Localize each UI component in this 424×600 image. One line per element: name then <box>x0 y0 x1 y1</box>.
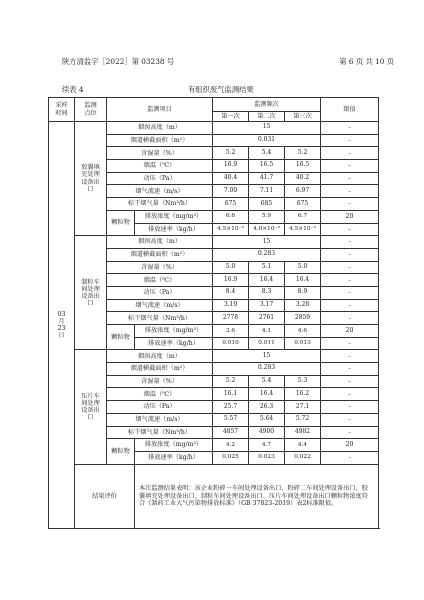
limit-cell: 20 <box>321 325 379 338</box>
table-row <box>49 350 379 363</box>
table-row <box>49 122 379 135</box>
value-cell: 16.4 <box>285 274 321 287</box>
merged-value-cell: 0.283 <box>213 363 321 376</box>
item-name-cell: 烟道横截面积（m²） <box>107 248 213 261</box>
evaluation-row <box>49 464 379 528</box>
col-header-point <box>75 98 107 122</box>
value-cell: 5.1 <box>249 261 285 274</box>
value-cell: 16.4 <box>249 388 285 401</box>
merged-value-cell: 0.283 <box>213 248 321 261</box>
value-cell: 40.4 <box>213 172 249 185</box>
value-cell: 16.5 <box>249 160 285 173</box>
limit-cell: - <box>321 350 379 363</box>
page-number: 第 6 页 共 10 页 <box>339 57 394 66</box>
limit-cell: - <box>321 274 379 287</box>
value-cell: 5.0 <box>285 261 321 274</box>
value-cell: 4.1 <box>249 325 285 338</box>
value-cell: 0.011 <box>249 337 285 350</box>
item-name-cell: 排放速率（kg/h） <box>135 337 213 350</box>
value-cell: 5.2 <box>213 147 249 160</box>
limit-cell: - <box>321 223 379 236</box>
value-cell: 675 <box>213 198 249 211</box>
value-cell: 41.7 <box>249 172 285 185</box>
value-cell: 6.97 <box>285 185 321 198</box>
document-number: 陕方清监字［2022］第 03238 号 <box>62 57 175 66</box>
value-cell: 0.010 <box>213 337 249 350</box>
limit-cell: 20 <box>321 210 379 223</box>
item-name-cell: 排放浓度（mg/m³） <box>135 325 213 338</box>
monitoring-point-cell: 制粒车 间处理 设备出 口 <box>75 236 107 350</box>
value-cell: 3.17 <box>249 299 285 312</box>
value-cell: 0.025 <box>213 451 249 464</box>
item-name-cell: 烟囱高度（m） <box>107 236 213 249</box>
limit-cell: - <box>321 451 379 464</box>
table-title: 有组织废气监测结果 <box>188 85 254 94</box>
value-cell: 16.9 <box>213 274 249 287</box>
value-cell: 26.3 <box>249 401 285 414</box>
item-name-cell: 烟道横截面积（m²） <box>107 363 213 376</box>
limit-cell: - <box>321 160 379 173</box>
value-cell: 5.72 <box>285 413 321 426</box>
value-cell: 3.28 <box>285 299 321 312</box>
limit-cell: - <box>321 363 379 376</box>
limit-cell: - <box>321 413 379 426</box>
particulate-label-cell: 颗粒物 <box>107 439 135 464</box>
value-cell: 0.023 <box>249 451 285 464</box>
limit-cell: - <box>321 388 379 401</box>
table-continued-label: 续表 4 <box>62 85 84 94</box>
col-header-result: 监测频次 <box>213 98 321 112</box>
value-cell: 5.2 <box>285 147 321 160</box>
item-name-cell: 排放速率（kg/h） <box>135 223 213 236</box>
monitoring-point-cell: 压片车 间处理 设备出 口 <box>75 350 107 464</box>
limit-cell: 20 <box>321 439 379 452</box>
value-cell: 8.4 <box>213 286 249 299</box>
value-cell: 4.5×10⁻³ <box>285 223 321 236</box>
value-cell: 4.4 <box>285 439 321 452</box>
value-cell: 4.7 <box>249 439 285 452</box>
sample-date-cell: 03 月 23 日 <box>49 122 75 529</box>
item-name-cell: 烟道横截面积（m²） <box>107 134 213 147</box>
limit-cell: - <box>321 337 379 350</box>
value-cell: 2778 <box>213 312 249 325</box>
value-cell: 0.013 <box>285 337 321 350</box>
value-cell: 25.7 <box>213 401 249 414</box>
value-cell: 16.2 <box>285 388 321 401</box>
item-name-cell: 动压（Pa） <box>107 286 213 299</box>
item-name-cell: 动压（Pa） <box>107 401 213 414</box>
value-cell: 40.2 <box>285 172 321 185</box>
monitoring-point-cell: 胶囊填 充处理 设备出 口 <box>75 122 107 236</box>
item-name-cell: 烟气流速（m/s） <box>107 185 213 198</box>
monitoring-results-table <box>48 97 379 529</box>
limit-cell: - <box>321 312 379 325</box>
value-cell: 5.3 <box>285 375 321 388</box>
evaluation-text: 本次监测结果表明：该企业粉碎一车间处理设备出口、粉碎二车间处理设备出口、胶囊填充处理设备出口、制粒车间处理设备出口、压片车间处理设备出口颗粒物浓度符合《制药工业大气污染物排放标准》（GB 37823-2019）表2标准限值。 <box>135 464 379 528</box>
value-cell: 16.9 <box>213 160 249 173</box>
value-cell: 5.0 <box>213 261 249 274</box>
col-header-second: 第二次 <box>249 112 285 122</box>
value-cell: 5.64 <box>249 413 285 426</box>
col-header-limit: 限值 <box>321 98 379 122</box>
value-cell: 6.6 <box>213 210 249 223</box>
particulate-label-cell: 颗粒物 <box>107 325 135 350</box>
item-name-cell: 排放浓度（mg/m³） <box>135 439 213 452</box>
value-cell: 16.4 <box>249 274 285 287</box>
point-text: 监测 点位 <box>84 102 97 117</box>
item-name-cell: 烟温（℃） <box>107 160 213 173</box>
value-cell: 16.5 <box>285 160 321 173</box>
merged-value-cell: 15 <box>213 236 321 249</box>
limit-cell: - <box>321 375 379 388</box>
item-name-cell: 烟囱高度（m） <box>107 350 213 363</box>
item-name-cell: 含湿量（%） <box>107 375 213 388</box>
value-cell: 5.57 <box>213 413 249 426</box>
value-cell: 27.1 <box>285 401 321 414</box>
value-cell: 3.19 <box>213 299 249 312</box>
value-cell: 7.11 <box>249 185 285 198</box>
value-cell: 4900 <box>249 426 285 439</box>
col-header-third: 第三次 <box>285 112 321 122</box>
item-name-cell: 烟囱高度（m） <box>107 122 213 135</box>
value-cell: 685 <box>249 198 285 211</box>
value-cell: 16.1 <box>213 388 249 401</box>
value-cell: 2859 <box>285 312 321 325</box>
limit-cell: - <box>321 299 379 312</box>
value-cell: 8.3 <box>249 286 285 299</box>
limit-cell: - <box>321 236 379 249</box>
item-name-cell: 动压（Pa） <box>107 172 213 185</box>
limit-cell: - <box>321 172 379 185</box>
value-cell: 2761 <box>249 312 285 325</box>
value-cell: 5.4 <box>249 375 285 388</box>
item-name-cell: 标干烟气量（Nm³/h） <box>107 426 213 439</box>
value-cell: 4.6 <box>285 325 321 338</box>
value-cell: 7.00 <box>213 185 249 198</box>
limit-cell: - <box>321 122 379 135</box>
item-name-cell: 含湿量（%） <box>107 261 213 274</box>
table-row <box>49 236 379 249</box>
limit-cell: - <box>321 248 379 261</box>
value-cell: 4857 <box>213 426 249 439</box>
col-header-item: 监测项目 <box>107 98 213 122</box>
limit-cell: - <box>321 198 379 211</box>
limit-cell: - <box>321 147 379 160</box>
merged-value-cell: 0.031 <box>213 134 321 147</box>
value-cell: 5.9 <box>249 210 285 223</box>
col-header-first: 第一次 <box>213 112 249 122</box>
value-cell: 8.9 <box>285 286 321 299</box>
value-cell: 675 <box>285 198 321 211</box>
limit-cell: - <box>321 286 379 299</box>
sample-time-text: 采样 时间 <box>55 102 68 117</box>
value-cell: 4982 <box>285 426 321 439</box>
item-name-cell: 烟气流速（m/s） <box>107 299 213 312</box>
merged-value-cell: 15 <box>213 122 321 135</box>
merged-value-cell: 15 <box>213 350 321 363</box>
item-name-cell: 排放速率（kg/h） <box>135 451 213 464</box>
value-cell: 4.0×10⁻³ <box>249 223 285 236</box>
limit-cell: - <box>321 134 379 147</box>
item-name-cell: 烟温（℃） <box>107 388 213 401</box>
item-name-cell: 标干烟气量（Nm³/h） <box>107 198 213 211</box>
item-name-cell: 含湿量（%） <box>107 147 213 160</box>
item-name-cell: 标干烟气量（Nm³/h） <box>107 312 213 325</box>
item-name-cell: 烟气流速（m/s） <box>107 413 213 426</box>
limit-cell: - <box>321 426 379 439</box>
value-cell: 6.7 <box>285 210 321 223</box>
item-name-cell: 烟温（℃） <box>107 274 213 287</box>
value-cell: 0.022 <box>285 451 321 464</box>
col-header-sample-time <box>49 98 75 122</box>
value-cell: 4.5×10⁻³ <box>213 223 249 236</box>
limit-cell: - <box>321 185 379 198</box>
value-cell: 4.2 <box>213 439 249 452</box>
value-cell: 5.2 <box>213 375 249 388</box>
evaluation-label: 结果评价 <box>75 464 135 528</box>
page-header <box>62 57 394 69</box>
table-title-row <box>62 85 394 97</box>
limit-cell: - <box>321 401 379 414</box>
value-cell: 5.4 <box>249 147 285 160</box>
particulate-label-cell: 颗粒物 <box>107 210 135 235</box>
limit-cell: - <box>321 261 379 274</box>
item-name-cell: 排放浓度（mg/m³） <box>135 210 213 223</box>
value-cell: 3.6 <box>213 325 249 338</box>
